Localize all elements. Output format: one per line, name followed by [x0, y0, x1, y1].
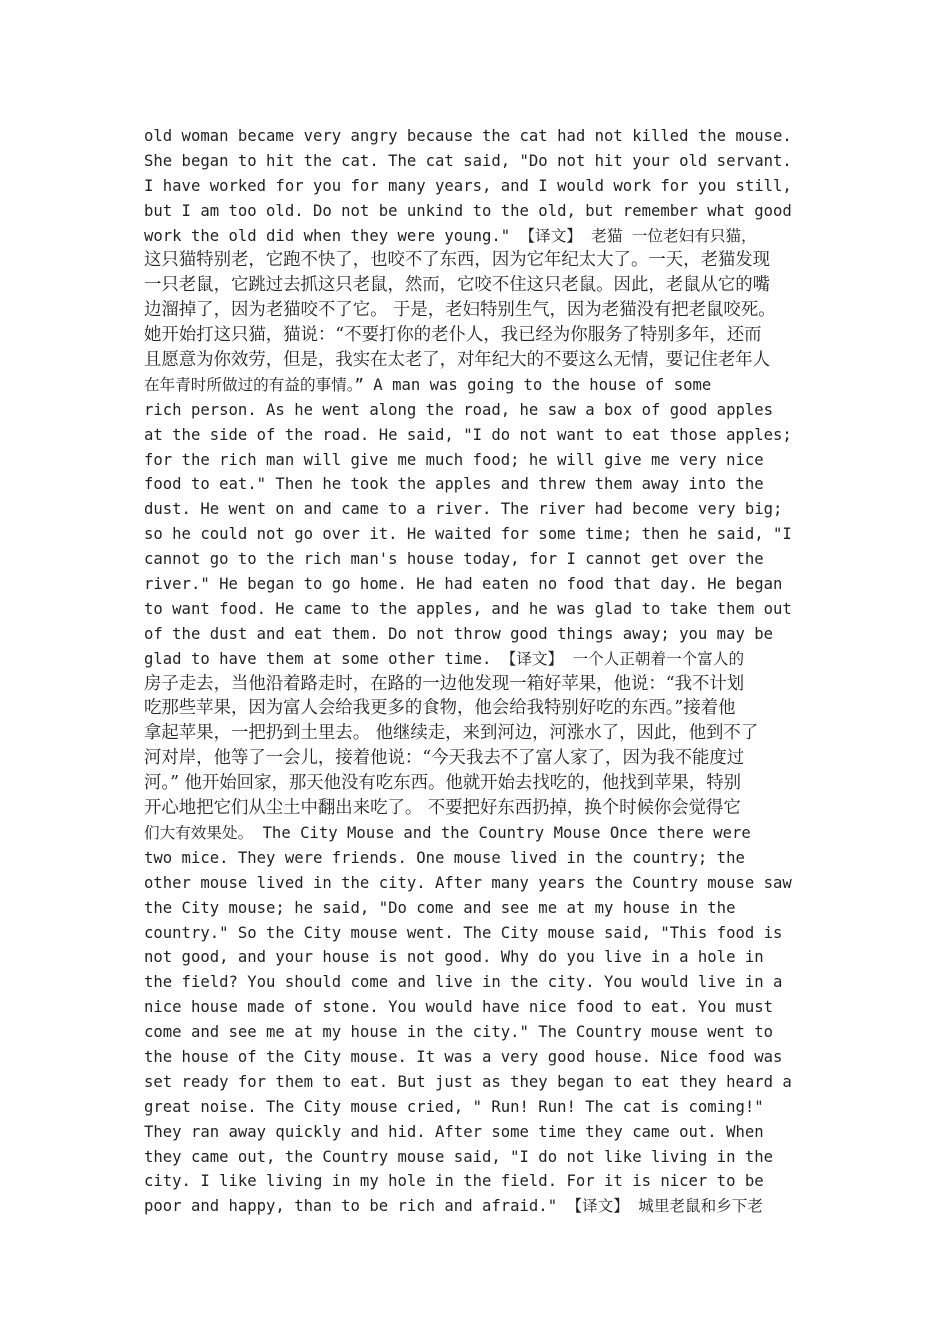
text-line: 河。” 他开始回家，那天他没有吃东西。他就开始去找吃的，他找到苹果，特别 — [144, 773, 742, 794]
text-line: dust. He went on and came to a river. The river had become very big; — [144, 500, 783, 519]
text-line: She began to hit the cat. The cat said, "Do not hit your old servant. — [144, 151, 792, 170]
text-line: I have worked for you for many years, and I would work for you still, — [144, 176, 792, 195]
text-line: cannot go to the rich man's house today, for I cannot get over the — [144, 550, 764, 569]
text-line: of the dust and eat them. Do not throw good things away; you may be — [144, 624, 774, 643]
text-line: at the side of the road. He said, "I do not want to eat those apples; — [144, 425, 792, 444]
text-line: not good, and your house is not good. Why do you live in a hole in — [144, 948, 764, 967]
text-line: come and see me at my house in the city." The Country mouse went to — [144, 1023, 774, 1042]
text-line: poor and happy, than to be rich and afraid." 【译文】 城里老鼠和乡下老 — [144, 1197, 763, 1216]
text-line: 这只猫特别老，它跑不快了，也咬不了东西，因为它年纪太大了。一天，老猫发现 — [144, 250, 771, 271]
text-line: river." He began to go home. He had eaten no food that day. He began — [144, 575, 783, 594]
text-line: the house of the City mouse. It was a very good house. Nice food was — [144, 1047, 783, 1066]
text-line: set ready for them to eat. But just as they began to eat they heard a — [144, 1072, 792, 1091]
text-line: work the old did when they were young." 【译文】 老猫 一位老妇有只猫， — [144, 226, 757, 245]
text-line: 河对岸，他等了一会儿，接着他说：“今天我去不了富人家了，因为我不能度过 — [144, 748, 745, 769]
text-line: 在年青时所做过的有益的事情。” A man was going to the house of some — [144, 375, 712, 394]
text-line: rich person. As he went along the road, he saw a box of good apples — [144, 400, 774, 419]
text-line: great noise. The City mouse cried, " Run! Run! The cat is coming!" — [144, 1097, 764, 1116]
text-line: 她开始打这只猫，猫说：“不要打你的老仆人，我已经为你服务了特别多年，还而 — [144, 325, 762, 346]
text-line: old woman became very angry because the cat had not killed the mouse. — [144, 127, 792, 145]
text-line: 一只老鼠，它跳过去抓这只老鼠，然而，它咬不住这只老鼠。因此，老鼠从它的嘴 — [144, 275, 771, 296]
text-line: glad to have them at some other time. 【译文】 一个人正朝着一个富人的 — [144, 649, 745, 668]
text-line: so he could not go over it. He waited for some time; then he said, "I — [144, 525, 792, 544]
text-line: the field? You should come and live in the city. You would live in a — [144, 973, 783, 992]
text-line: for the rich man will give me much food; he will give me very nice — [144, 450, 764, 469]
text-line: they came out, the Country mouse said, "I do not like living in the — [144, 1147, 774, 1166]
text-line: two mice. They were friends. One mouse lived in the country; the — [144, 848, 745, 867]
text-line: 边溜掉了，因为老猫咬不了它。 于是，老妇特别生气，因为老猫没有把老鼠咬死。 — [144, 300, 776, 321]
text-line: to want food. He came to the apples, and he was glad to take them out — [144, 599, 792, 618]
text-line: 开心地把它们从尘土中翻出来吃了。 不要把好东西扔掉，换个时候你会觉得它 — [144, 798, 741, 819]
text-line: 房子走去，当他沿着路走时，在路的一边他发现一箱好苹果，他说：“我不计划 — [144, 673, 745, 694]
text-line: but I am too old. Do not be unkind to the old, but remember what good — [144, 201, 792, 220]
text-line: the City mouse; he said, "Do come and see me at my house in the — [144, 898, 736, 917]
text-line: 们大有效果处。 The City Mouse and the Country Mouse Once there were — [144, 823, 751, 842]
document-page — [144, 124, 808, 1219]
text-line: country." So the City mouse went. The City mouse said, "This food is — [144, 923, 783, 942]
text-line: nice house made of stone. You would have nice food to eat. You must — [144, 998, 774, 1017]
text-line: 且愿意为你效劳，但是，我实在太老了，对年纪大的不要这么无情，要记住老年人 — [144, 350, 771, 371]
text-line: city. I like living in my hole in the field. For it is nicer to be — [144, 1172, 764, 1191]
text-line: other mouse lived in the city. After many years the Country mouse saw — [144, 873, 792, 892]
text-line: 拿起苹果，一把扔到土里去。 他继续走，来到河边，河涨水了，因此，他到不了 — [144, 723, 759, 744]
text-line: They ran away quickly and hid. After some time they came out. When — [144, 1122, 764, 1141]
text-line: 吃那些苹果，因为富人会给我更多的食物，他会给我特别好吃的东西。”接着他 — [144, 698, 736, 719]
text-line: food to eat." Then he took the apples and threw them away into the — [144, 475, 764, 494]
